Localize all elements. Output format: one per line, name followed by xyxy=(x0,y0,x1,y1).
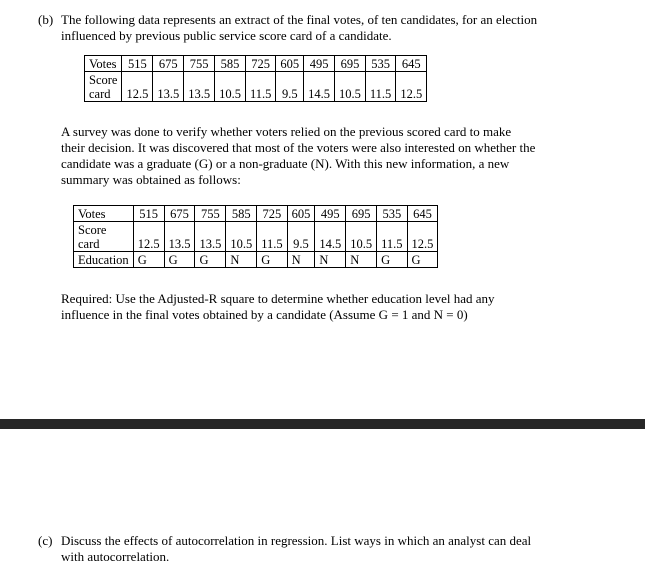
survey-line-3: candidate was a graduate (G) or a non-graduate (N). With this new information, a new xyxy=(61,156,510,171)
vote-cell: 755 xyxy=(184,56,215,72)
score-cell: 14.5 xyxy=(304,72,335,102)
education-header: Education xyxy=(74,252,134,268)
votes-score-education-table xyxy=(73,205,438,268)
vote-cell: 515 xyxy=(133,206,164,222)
education-cell: G xyxy=(133,252,164,268)
required-line-1: Required: Use the Adjusted-R square to determine whether education level had any xyxy=(61,291,495,306)
score-header-line-1: Score xyxy=(78,223,107,237)
score-cell: 11.5 xyxy=(245,72,275,102)
score-cell: 13.5 xyxy=(164,222,195,252)
page-separator-bar xyxy=(0,419,645,429)
score-cell: 14.5 xyxy=(315,222,346,252)
votes-header: Votes xyxy=(85,56,122,72)
required-paragraph xyxy=(61,291,621,323)
vote-cell: 725 xyxy=(257,206,287,222)
part-c-label: (c) xyxy=(38,533,53,548)
survey-line-4: summary was obtained as follows: xyxy=(61,172,241,187)
part-b-label: (b) xyxy=(38,12,54,27)
votes-header: Votes xyxy=(74,206,134,222)
part-b-intro xyxy=(61,12,621,44)
score-cell: 12.5 xyxy=(133,222,164,252)
survey-line-1: A survey was done to verify whether voters relied on the previous scored card to make xyxy=(61,124,512,139)
score-header-line-1: Score xyxy=(89,73,118,87)
score-row xyxy=(74,222,438,252)
score-cell: 10.5 xyxy=(346,222,377,252)
vote-cell: 495 xyxy=(304,56,335,72)
part-c-line-1: Discuss the effects of autocorrelation in regression. List ways in which an analyst can deal xyxy=(61,533,532,548)
score-cell: 13.5 xyxy=(184,72,215,102)
score-cell: 11.5 xyxy=(365,72,395,102)
score-header xyxy=(74,222,134,252)
vote-cell: 695 xyxy=(346,206,377,222)
education-cell: G xyxy=(407,252,438,268)
score-cell: 9.5 xyxy=(276,72,304,102)
score-cell: 11.5 xyxy=(377,222,407,252)
vote-cell: 605 xyxy=(276,56,304,72)
vote-cell: 495 xyxy=(315,206,346,222)
vote-cell: 725 xyxy=(245,56,275,72)
vote-cell: 585 xyxy=(215,56,246,72)
votes-row xyxy=(74,206,438,222)
intro-line-1: The following data represents an extract of the final votes, of ten candidates, for an election xyxy=(61,12,538,27)
education-cell: G xyxy=(257,252,287,268)
survey-paragraph xyxy=(61,124,621,188)
score-row xyxy=(85,72,427,102)
education-cell: N xyxy=(346,252,377,268)
vote-cell: 755 xyxy=(195,206,226,222)
education-cell: N xyxy=(226,252,257,268)
education-cell: G xyxy=(195,252,226,268)
education-cell: G xyxy=(377,252,407,268)
vote-cell: 695 xyxy=(335,56,366,72)
score-cell: 11.5 xyxy=(257,222,287,252)
votes-row xyxy=(85,56,427,72)
part-c-line-2: with autocorrelation. xyxy=(61,549,170,564)
score-header-line-2: card xyxy=(78,237,100,251)
required-line-2: influence in the final votes obtained by a candidate (Assume G = 1 and N = 0) xyxy=(61,307,468,322)
vote-cell: 515 xyxy=(122,56,153,72)
vote-cell: 645 xyxy=(396,56,427,72)
score-header xyxy=(85,72,122,102)
part-c-question xyxy=(61,533,621,565)
score-cell: 12.5 xyxy=(122,72,153,102)
vote-cell: 675 xyxy=(153,56,184,72)
score-cell: 9.5 xyxy=(287,222,315,252)
education-cell: N xyxy=(315,252,346,268)
votes-score-table xyxy=(84,55,427,102)
education-cell: G xyxy=(164,252,195,268)
score-cell: 10.5 xyxy=(226,222,257,252)
education-cell: N xyxy=(287,252,315,268)
score-header-line-2: card xyxy=(89,87,111,101)
vote-cell: 535 xyxy=(377,206,407,222)
vote-cell: 605 xyxy=(287,206,315,222)
score-cell: 10.5 xyxy=(335,72,366,102)
score-cell: 13.5 xyxy=(153,72,184,102)
score-cell: 12.5 xyxy=(407,222,438,252)
education-row xyxy=(74,252,438,268)
score-cell: 12.5 xyxy=(396,72,427,102)
vote-cell: 585 xyxy=(226,206,257,222)
survey-line-2: their decision. It was discovered that most of the voters were also interested on whether the xyxy=(61,140,536,155)
intro-line-2: influenced by previous public service score card of a candidate. xyxy=(61,28,392,43)
score-cell: 10.5 xyxy=(215,72,246,102)
vote-cell: 645 xyxy=(407,206,438,222)
score-cell: 13.5 xyxy=(195,222,226,252)
vote-cell: 675 xyxy=(164,206,195,222)
vote-cell: 535 xyxy=(365,56,395,72)
